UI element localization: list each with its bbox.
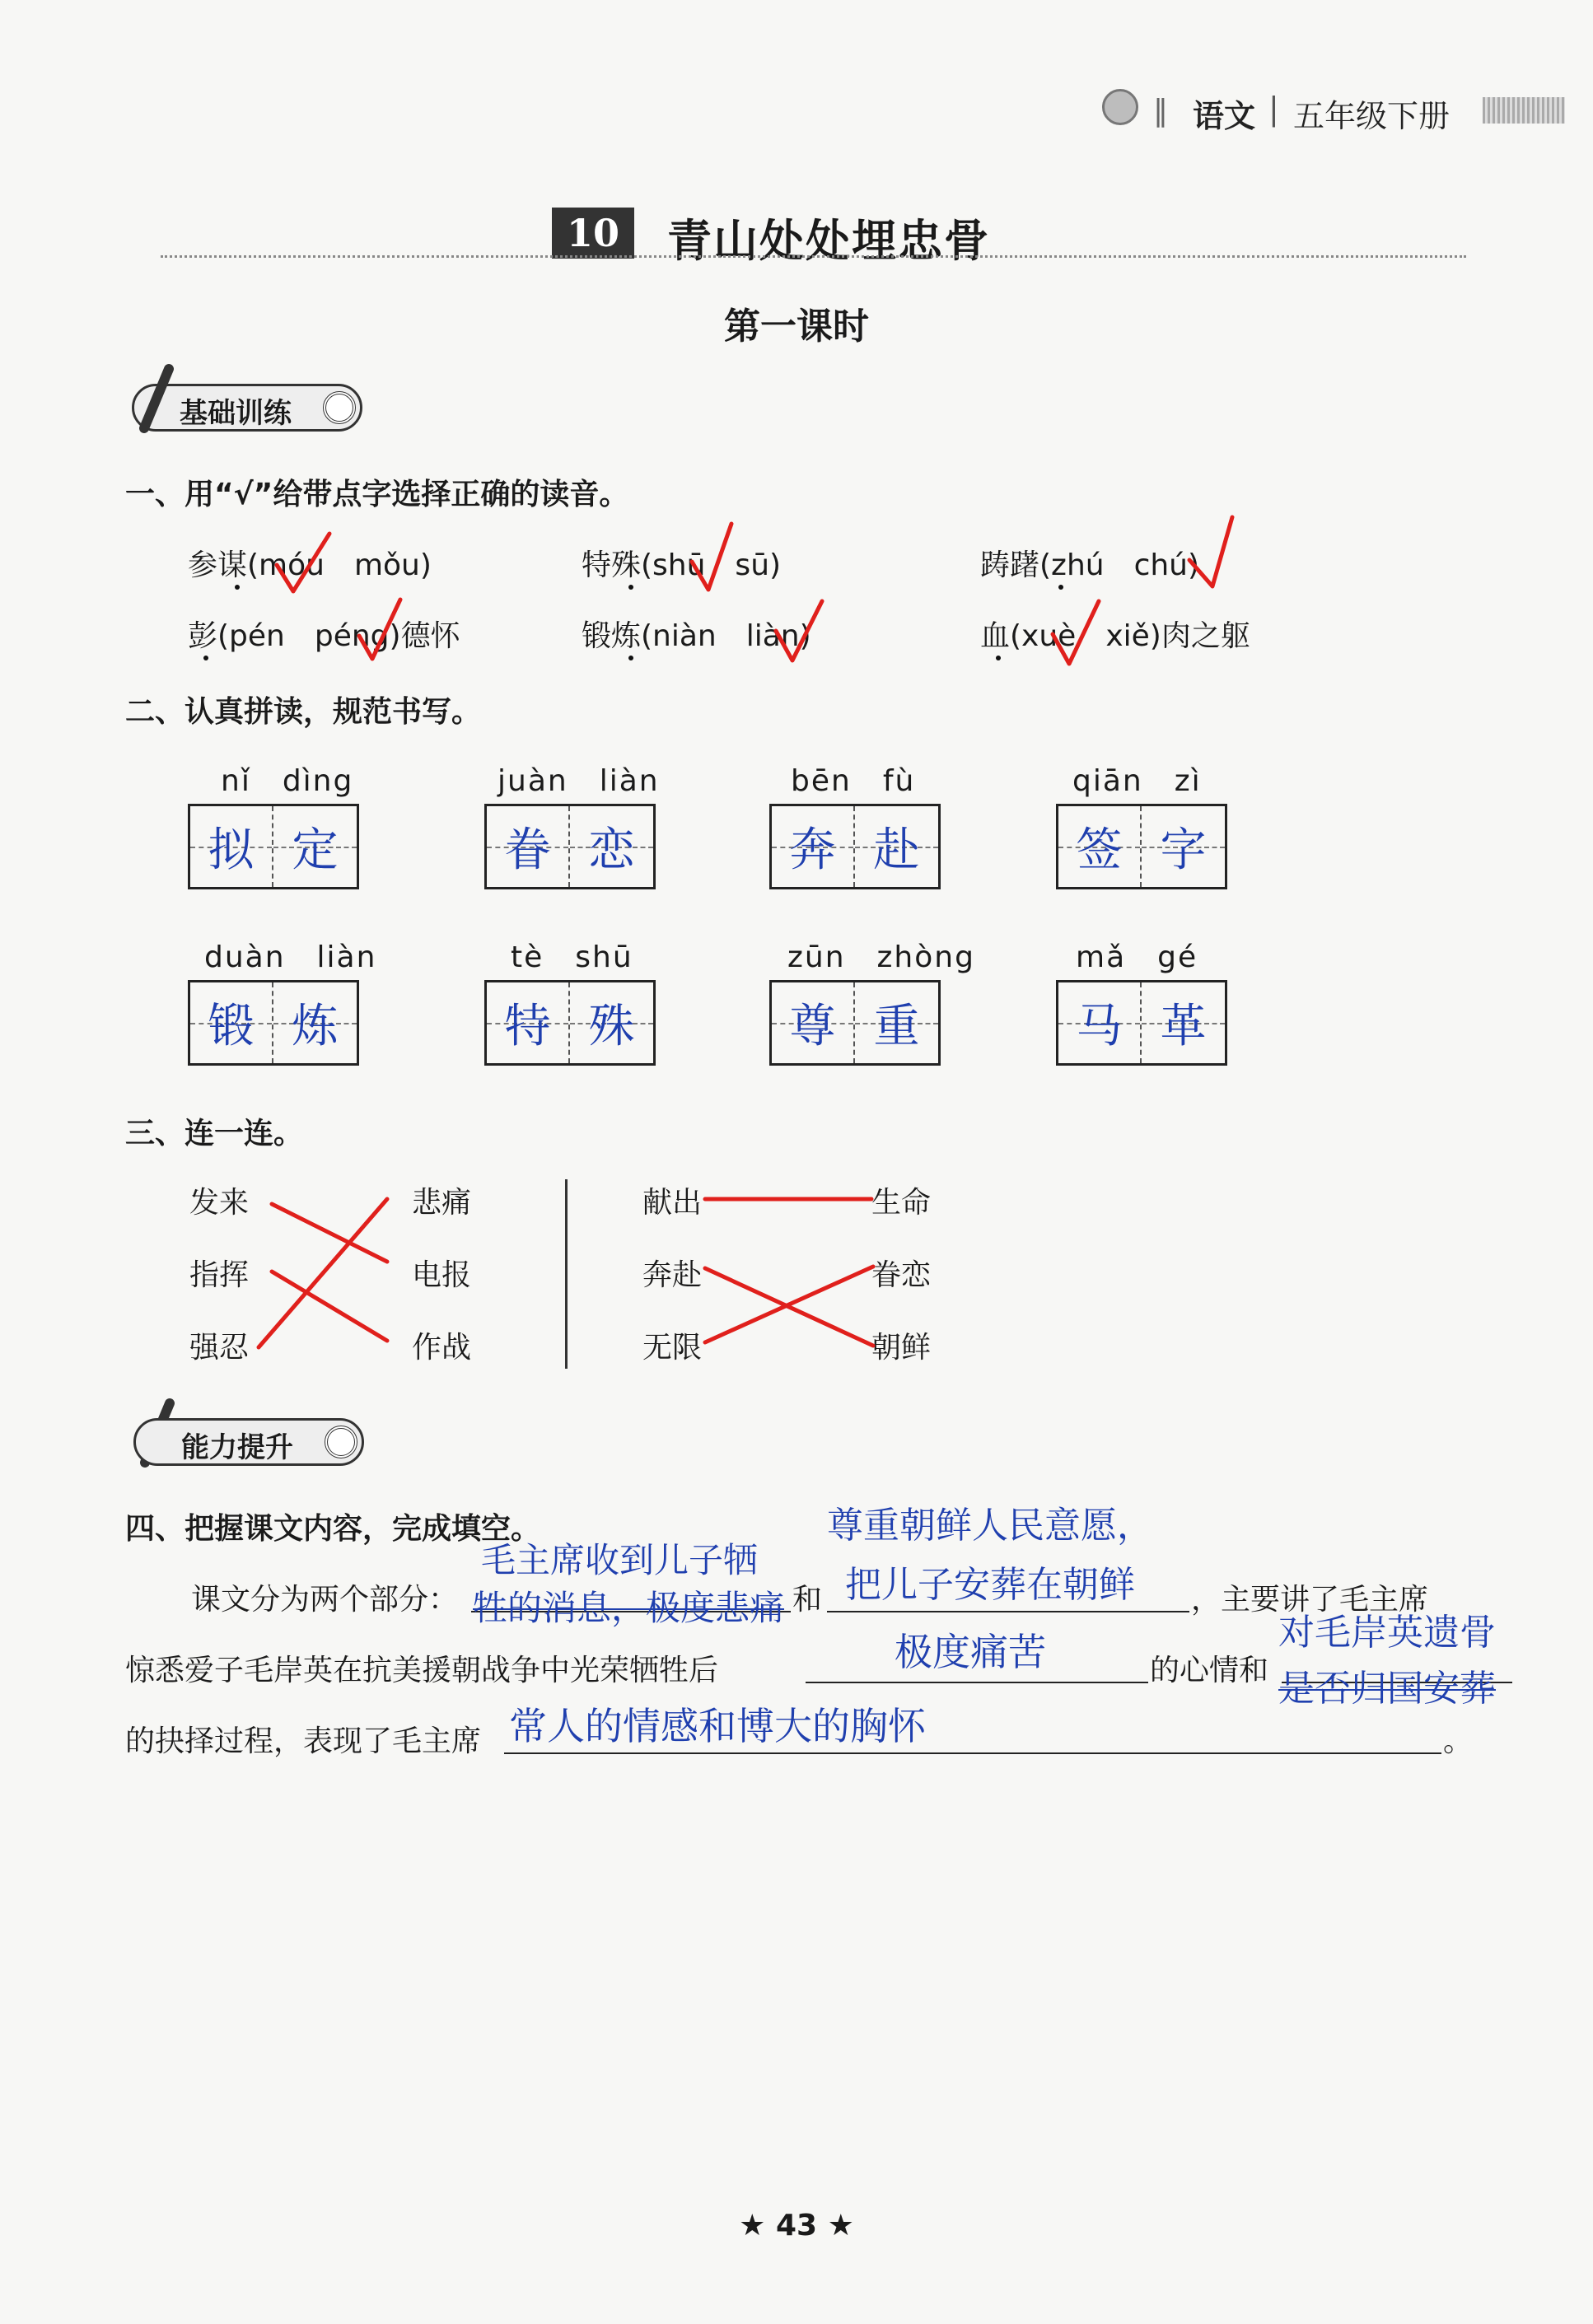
- sun-logo-icon: [1102, 89, 1138, 125]
- writing-grid: [1056, 804, 1227, 889]
- answer-blank: [827, 1611, 1189, 1612]
- header-subject: 语文: [1193, 98, 1256, 134]
- match-word: 奔赴: [642, 1258, 703, 1292]
- handwritten-answer: 极度痛苦: [895, 1630, 1046, 1674]
- pinyin-label: zūn zhòng: [787, 940, 975, 974]
- handwritten-char: 字: [1160, 824, 1207, 877]
- basic-training-label: 基础训练: [180, 397, 292, 430]
- match-word: 生命: [871, 1186, 932, 1220]
- header-stripe: [1483, 97, 1565, 124]
- pinyin-label: qiān zì: [1072, 764, 1202, 798]
- q4-line1-end: ，主要讲了毛主席: [1191, 1583, 1429, 1617]
- emphasis-dot: [628, 585, 633, 590]
- match-divider: [565, 1179, 568, 1369]
- match-word: 指挥: [189, 1258, 250, 1292]
- answer-blank: [504, 1752, 1441, 1754]
- header-divider: ‖: [1153, 94, 1168, 128]
- handwritten-answer: 把儿子安葬在朝鲜: [845, 1564, 1135, 1606]
- writing-grid: [484, 804, 656, 889]
- match-word: 发来: [189, 1186, 250, 1220]
- writing-grid: [188, 980, 359, 1066]
- writing-grid: [484, 980, 656, 1066]
- handwritten-char: 马: [1076, 1000, 1123, 1053]
- header-grade: 五年级下册: [1293, 98, 1451, 134]
- match-line: [272, 1272, 387, 1341]
- lesson-title: 青山处处埋忠骨: [667, 214, 990, 267]
- handwritten-answer: 毛主席收到儿子牺: [481, 1540, 759, 1580]
- match-line: [259, 1199, 387, 1347]
- handwritten-char: 拟: [208, 824, 255, 877]
- handwritten-char: 奔: [789, 824, 836, 877]
- pinyin-label: mǎ gé: [1076, 940, 1198, 974]
- q4-line1-start: 课文分为两个部分：: [191, 1583, 459, 1617]
- handwritten-answer: 对毛岸英遗骨: [1278, 1612, 1496, 1654]
- q1-prompt: 一、用“√”给带点字选择正确的读音。: [125, 478, 629, 511]
- match-word: 朝鲜: [871, 1331, 932, 1365]
- page-subtitle: 第一课时: [724, 306, 869, 348]
- match-word: 电报: [412, 1258, 472, 1292]
- emphasis-dot: [996, 656, 1001, 660]
- page-number: ★ 43 ★: [739, 2209, 854, 2242]
- handwritten-char: 重: [873, 1000, 920, 1053]
- q1-item: 踌躇(zhú chú): [980, 548, 1200, 582]
- match-line: [705, 1268, 873, 1346]
- handwritten-char: 定: [292, 824, 339, 877]
- emphasis-dot: [1058, 585, 1063, 590]
- handwritten-char: 炼: [292, 1000, 339, 1053]
- writing-grid: [188, 804, 359, 889]
- q1-item: 彭(pén péng)德怀: [188, 619, 460, 653]
- handwritten-answer: 是否归国安葬: [1278, 1668, 1496, 1710]
- handwritten-answer: 尊重朝鲜人民意愿，: [827, 1505, 1153, 1547]
- handwritten-char: 特: [504, 1000, 551, 1053]
- handwritten-answer: 牲的消息，极度悲痛: [473, 1588, 785, 1628]
- q3-prompt: 三、连一连。: [125, 1117, 304, 1150]
- handwritten-answer: 常人的情感和博大的胸怀: [509, 1704, 926, 1748]
- match-word: 献出: [642, 1186, 703, 1220]
- handwritten-char: 尊: [789, 1000, 836, 1053]
- writing-grid: [1056, 980, 1227, 1066]
- q4-prompt: 四、把握课文内容，完成填空。: [125, 1512, 541, 1546]
- handwritten-char: 殊: [588, 1000, 635, 1053]
- pinyin-label: nǐ dìng: [221, 764, 354, 798]
- match-line: [272, 1204, 387, 1262]
- pinyin-label: bēn fù: [791, 764, 916, 798]
- emphasis-dot: [203, 656, 208, 660]
- handwritten-char: 眷: [504, 824, 551, 877]
- handwritten-char: 赴: [873, 824, 920, 877]
- q4-line3-start: 的抉择过程，表现了毛主席: [125, 1724, 482, 1758]
- match-word: 悲痛: [412, 1186, 472, 1220]
- handwritten-char: 锻: [208, 1000, 255, 1053]
- handwritten-char: 革: [1160, 1000, 1207, 1053]
- answer-blank: [806, 1682, 1148, 1683]
- match-word: 眷恋: [871, 1258, 932, 1292]
- q1-item: 锻炼(niàn liàn): [582, 619, 811, 653]
- emphasis-dot: [235, 585, 240, 590]
- q1-item: 特殊(shū sū): [582, 548, 782, 582]
- lesson-number: 10: [552, 208, 634, 259]
- writing-grid: [769, 804, 941, 889]
- match-word: 无限: [642, 1331, 703, 1365]
- match-line: [705, 1267, 873, 1342]
- handwritten-char: 签: [1076, 824, 1123, 877]
- match-word: 作战: [412, 1331, 472, 1365]
- q1-item: 参谋(móu mǒu): [188, 548, 432, 582]
- badge-ring-icon: [325, 1426, 357, 1458]
- handwritten-char: 恋: [588, 824, 635, 877]
- q2-prompt: 二、认真拼读，规范书写。: [125, 695, 482, 729]
- pinyin-label: duàn liàn: [204, 940, 377, 974]
- q1-item: 血(xuè xiě)肉之躯: [980, 619, 1250, 653]
- badge-ring-icon: [323, 391, 356, 424]
- q4-line3-end: 。: [1443, 1724, 1474, 1758]
- q4-line1-and: 和: [792, 1583, 823, 1617]
- ability-label: 能力提升: [181, 1431, 293, 1464]
- title-rule: [161, 255, 1466, 258]
- pinyin-label: tè shū: [511, 940, 633, 974]
- writing-grid: [769, 980, 941, 1066]
- emphasis-dot: [628, 656, 633, 660]
- q4-line2-mid: 的心情和: [1150, 1654, 1269, 1687]
- header-separator: |: [1268, 91, 1279, 127]
- pinyin-label: juàn liàn: [498, 764, 660, 798]
- match-word: 强忍: [189, 1331, 250, 1365]
- q4-line2-start: 惊悉爱子毛岸英在抗美援朝战争中光荣牺牲后: [125, 1654, 719, 1687]
